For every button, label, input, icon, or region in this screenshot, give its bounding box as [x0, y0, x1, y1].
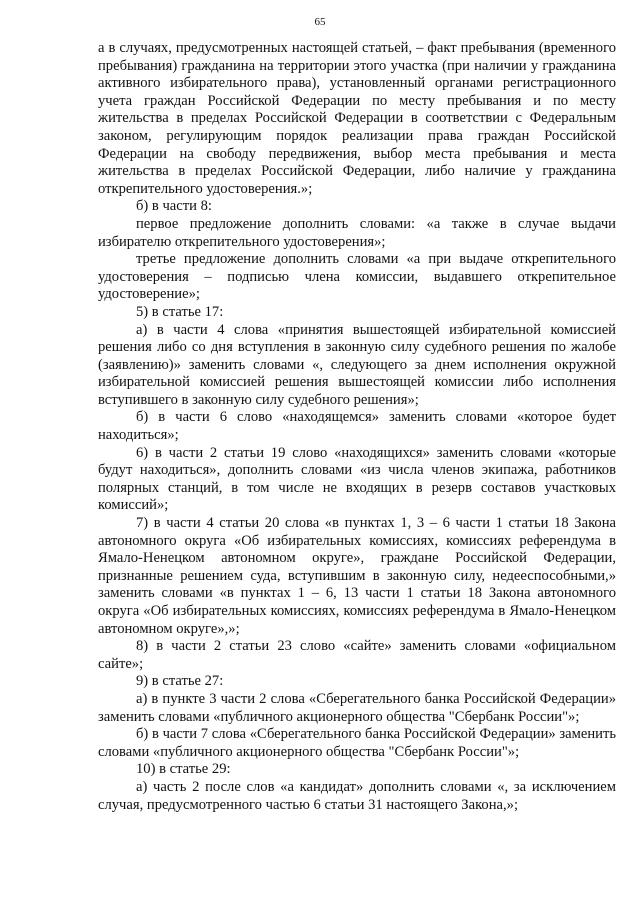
paragraph: б) в части 6 слово «находящемся» заменить словами «которое будет находиться»; [98, 409, 616, 444]
paragraph: б) в части 8: [136, 198, 212, 215]
paragraph: 8) в части 2 статьи 23 слово «сайте» заменить словами «официальном сайте»; [98, 638, 616, 672]
paragraph: а) часть 2 после слов «а кандидат» дополнить словами «, за исключением случая, предусмотренного частью 6 статьи 31 настоящего Закона,»; [98, 778, 616, 813]
paragraph: а) в пункте 3 части 2 слова «Сберегательного банка Российской Федерации» заменить словами «публичного акционерного общества "Сбербанк России"»; [98, 690, 616, 725]
paragraph: 6) в части 2 статьи 19 слово «находящихся» заменить словами «которые будут находиться», дополнить словами «из числа членов экипажа, работников полярных станций, в том числе не входящих в резерв составов участковых комиссий»; [98, 444, 616, 514]
paragraph: первое предложение дополнить словами: «а также в случае выдачи избирателю открепительного удостоверения»; [98, 215, 616, 250]
paragraph: б) в части 7 слова «Сберегательного банка Российской Федерации» заменить словами «публичного акционерного общества "Сбербанк России"»; [98, 726, 616, 760]
document-body [98, 40, 616, 814]
paragraph: а) в части 4 слова «принятия вышестоящей избирательной комиссией решения либо со дня вступления в законную силу судебного решения по жалобе (заявлению)» заменить словами «, следующего за днем исполнения окружной избирательной комиссией решения вышестоящей комиссии либо исполнения вступившего в законную силу судебного решения»; [98, 321, 616, 408]
paragraph: 10) в статье 29: [136, 761, 231, 778]
page-number: 65 [314, 16, 326, 28]
paragraph: третье предложение дополнить словами «а при выдаче открепительного удостоверения – подписью члена комиссии, выдавшего открепительное удостоверение»; [98, 251, 616, 303]
paragraph: 7) в части 4 статьи 20 слова «в пунктах 1, 3 – 6 части 1 статьи 18 Закона автономного округа «Об избирательных комиссиях, комиссиях референдума в Ямало-Ненецком автономном округе», граждане Российской Федерации, признанные решением суда, вступившим в законную силу, недееспособными,» заменить словами «в пунктах 1 – 6, 13 части 1 статьи 18 Закона автономного округа «Об избирательных комиссиях, комиссиях референдума в Ямало-Ненецком автономном округе»,»; [98, 515, 616, 637]
paragraph: 9) в статье 27: [136, 673, 224, 690]
paragraph: а в случаях, предусмотренных настоящей статьей, – факт пребывания (временного пребывания) гражданина на территории этого участка (при наличии у гражданина активного избирательного права), установленный органами регистрационного учета граждан Российской Федерации по месту пребывания и по месту жительства в пределах Российской Федерации в соответствии с Федеральным законом, регулирующим порядок реализации права граждан Российской Федерации на свободу передвижения, выбор места пребывания и места жительства в пределах Российской Федерации, либо наличие у гражданина открепительного удостоверения.»; [98, 40, 616, 197]
paragraph: 5) в статье 17: [136, 303, 224, 320]
